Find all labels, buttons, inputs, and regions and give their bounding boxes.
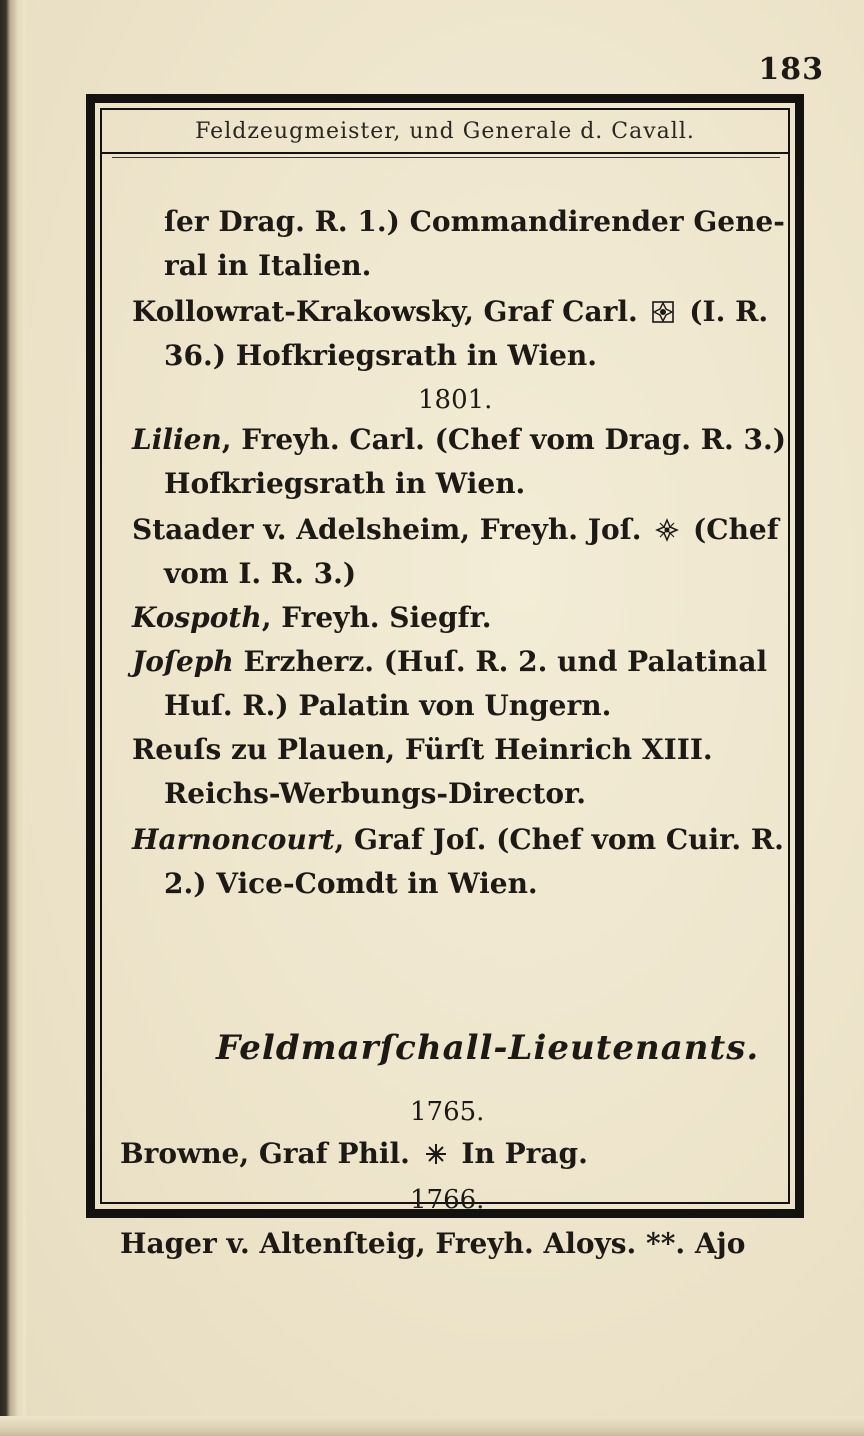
running-head-rule-thin <box>112 157 780 158</box>
entry-line: Hofkriegsrath in Wien. <box>164 467 526 500</box>
entry-line <box>132 418 786 462</box>
entry-line <box>132 596 492 640</box>
entry-line: 36.) Hofkriegsrath in Wien. <box>164 339 598 372</box>
order-star-icon <box>424 1142 448 1166</box>
entry-text: In Prag. <box>461 1137 588 1170</box>
section-title: Feldmarſchall-Lieutenants. <box>216 1028 760 1068</box>
entry-line <box>132 818 784 862</box>
order-cross-icon <box>651 300 675 324</box>
running-head: Feldzeugmeister, und Generale d. Cavall. <box>195 119 695 144</box>
running-head-rule <box>100 152 790 154</box>
entry-name: Joſeph <box>132 645 234 678</box>
entry-line: ral in Italien. <box>164 249 372 282</box>
entry-name: Harnoncourt <box>132 823 335 856</box>
entry-line: ſer Drag. R. 1.) Commandirender Gene- <box>164 205 785 238</box>
page-bottom-edge <box>0 1416 864 1436</box>
entry-name: Lilien <box>132 423 222 456</box>
entry-line: Reuſs zu Plauen, Fürſt Heinrich XIII. <box>132 733 713 766</box>
entry-line <box>132 290 768 334</box>
entry-text: Erzherz. (Huſ. R. 2. und Palatinal <box>233 645 768 678</box>
entry-line: Huſ. R.) Palatin von Ungern. <box>164 689 612 722</box>
year-heading: 1765. <box>410 1097 485 1127</box>
entry-line <box>132 640 767 684</box>
entry-text: Staader v. Adelsheim, Freyh. Joſ. <box>132 513 642 546</box>
entry-text: , Freyh. Carl. (Chef vom Drag. R. 3.) <box>221 423 786 456</box>
entry-text: , Graf Joſ. (Chef vom Cuir. R. <box>334 823 784 856</box>
book-binding-edge <box>0 0 26 1436</box>
entry-text: , Freyh. Siegfr. <box>261 601 492 634</box>
entry-line <box>120 1132 588 1176</box>
order-cross-icon <box>655 518 679 542</box>
entry-text: Kollowrat-Krakowsky, Graf Carl. <box>132 295 638 328</box>
year-heading: 1801. <box>418 385 493 415</box>
entry-line: Hager v. Altenſteig, Freyh. Aloys. **. Ajo <box>120 1227 746 1260</box>
entry-text: Browne, Graf Phil. <box>120 1137 410 1170</box>
entry-line: 2.) Vice-Comdt in Wien. <box>164 867 538 900</box>
entry-text: (I. R. <box>689 295 769 328</box>
entry-name: Kospoth <box>132 601 262 634</box>
page-number: 183 <box>758 52 824 87</box>
entry-text: (Chef <box>693 513 779 546</box>
entry-line: vom I. R. 3.) <box>164 557 357 590</box>
entry-line <box>132 508 779 552</box>
year-heading: 1766. <box>410 1185 485 1215</box>
entry-line: Reichs-Werbungs-Director. <box>164 777 587 810</box>
